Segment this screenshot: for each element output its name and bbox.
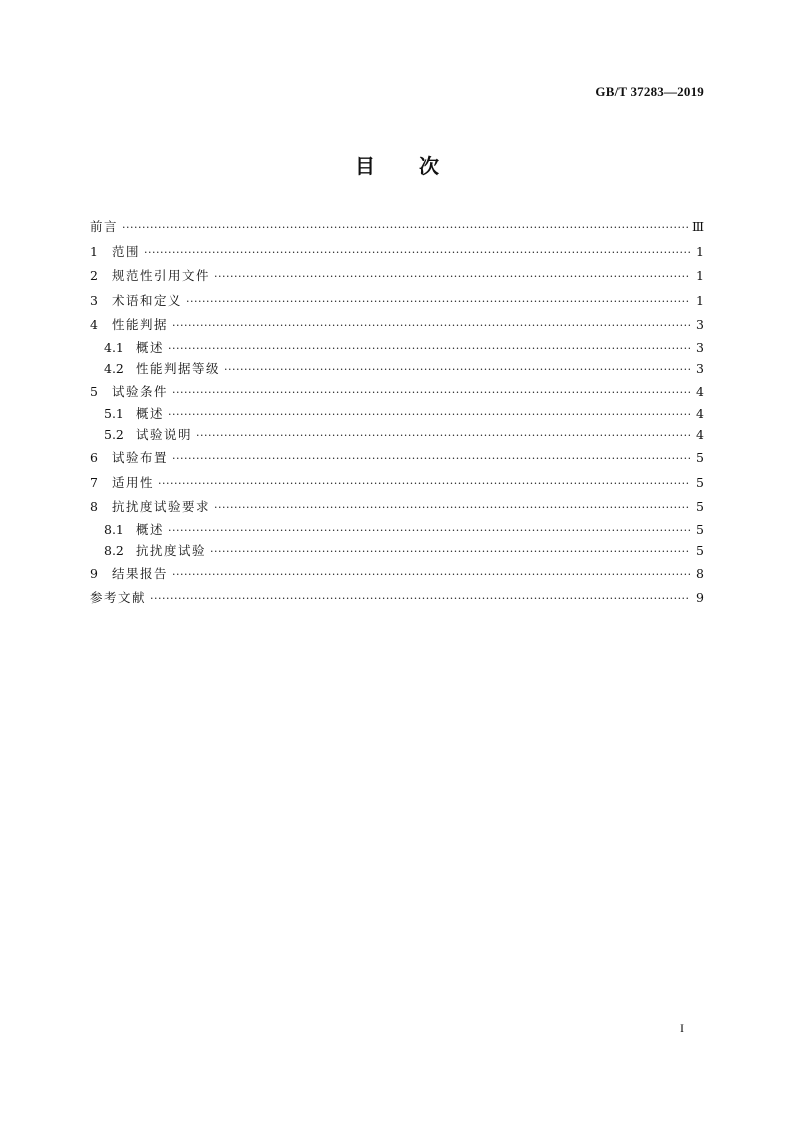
toc-leader-dots — [214, 496, 690, 521]
standard-code: GB/T 37283—2019 — [595, 84, 704, 99]
toc-entry[interactable] — [90, 359, 704, 380]
toc-leader-dots — [210, 542, 690, 563]
toc-entry[interactable] — [90, 338, 704, 359]
toc-entry-label: 试验布置 — [112, 450, 169, 466]
toc-entry[interactable] — [90, 313, 704, 338]
toc-entry-page: 1 — [696, 268, 704, 284]
toc-entry[interactable] — [90, 471, 704, 496]
toc-entry[interactable] — [90, 289, 704, 314]
toc-entry-number: 1 — [90, 243, 98, 259]
toc-entry-number: 2 — [90, 268, 98, 284]
toc-entry-page: 3 — [696, 360, 704, 376]
toc-entry-number: 6 — [90, 450, 98, 466]
toc-entry-label: 术语和定义 — [112, 292, 183, 308]
toc-entry-page: 9 — [696, 590, 704, 606]
toc-entry-page: 1 — [696, 292, 704, 308]
toc-entry-label: 规范性引用文件 — [112, 268, 211, 284]
toc-entry[interactable] — [90, 562, 704, 587]
toc-entry-page: 5 — [696, 542, 704, 558]
toc-entry[interactable] — [90, 520, 704, 541]
toc-leader-dots — [150, 587, 690, 612]
toc-leader-dots — [158, 472, 690, 497]
toc-entry[interactable] — [90, 380, 704, 405]
toc-entry-label: 抗扰度试验要求 — [112, 499, 211, 515]
toc-entry-number: 5.2 — [104, 427, 124, 443]
toc-entry-label: 前言 — [90, 219, 119, 234]
toc-entry-page: Ⅲ — [691, 219, 704, 234]
toc-entry-page: 5 — [696, 521, 704, 537]
toc-entry[interactable] — [90, 264, 704, 289]
toc-leader-dots — [224, 360, 690, 381]
toc-entry[interactable] — [90, 425, 704, 446]
toc-entry[interactable] — [90, 215, 704, 240]
toc-entry-number: 8.2 — [104, 542, 124, 558]
toc-leader-dots — [144, 241, 690, 266]
toc-leader-dots — [168, 521, 690, 542]
toc-leader-dots — [168, 339, 690, 360]
toc-leader-dots — [172, 447, 690, 472]
toc-entry-label: 参考文献 — [90, 590, 147, 606]
toc-leader-dots — [172, 314, 690, 339]
toc-entry-number: 4.1 — [104, 339, 124, 355]
toc-entry[interactable] — [90, 240, 704, 265]
toc-entry-label: 性能判据等级 — [136, 360, 221, 376]
toc-entry-number: 5.1 — [104, 406, 124, 422]
toc-entry-label: 性能判据 — [112, 317, 169, 333]
toc-entry-page: 3 — [696, 317, 704, 333]
toc-entry-label: 结果报告 — [112, 565, 169, 581]
toc-entry-label: 概述 — [136, 406, 165, 422]
toc-entry-page: 1 — [696, 243, 704, 259]
toc-leader-dots — [196, 426, 690, 447]
toc-leader-dots — [172, 563, 690, 588]
toc-entry-label: 概述 — [136, 339, 165, 355]
toc-entry-number: 4 — [90, 317, 98, 333]
toc-entry-number: 9 — [90, 565, 98, 581]
toc-entry[interactable] — [90, 404, 704, 425]
toc-entry-number: 4.2 — [104, 360, 124, 376]
toc-leader-dots — [214, 265, 690, 290]
toc-entry-page: 5 — [696, 474, 704, 490]
toc-entry-page: 8 — [696, 565, 704, 581]
title-char-1: 目 — [355, 154, 375, 178]
toc-entry-label: 抗扰度试验 — [136, 542, 207, 558]
toc-leader-dots — [172, 381, 690, 406]
table-of-contents — [90, 215, 704, 611]
toc-entry-number: 8.1 — [104, 521, 124, 537]
toc-entry-label: 试验条件 — [112, 383, 169, 399]
toc-entry-label: 范围 — [112, 243, 141, 259]
toc-entry-number: 8 — [90, 499, 98, 515]
title-char-2: 次 — [419, 154, 439, 178]
toc-entry-label: 适用性 — [112, 474, 155, 490]
toc-entry-label: 试验说明 — [136, 427, 193, 443]
toc-entry-number: 5 — [90, 383, 98, 399]
toc-entry-page: 5 — [696, 450, 704, 466]
toc-entry-label: 概述 — [136, 521, 165, 537]
page-number: I — [680, 1021, 684, 1035]
toc-entry-page: 4 — [696, 383, 704, 399]
toc-entry-page: 4 — [696, 406, 704, 422]
toc-entry-number: 7 — [90, 474, 98, 490]
toc-entry[interactable] — [90, 586, 704, 611]
toc-leader-dots — [168, 405, 690, 426]
toc-entry[interactable] — [90, 495, 704, 520]
toc-entry[interactable] — [90, 541, 704, 562]
toc-entry-page: 3 — [696, 339, 704, 355]
toc-entry-page: 5 — [696, 499, 704, 515]
toc-entry[interactable] — [90, 446, 704, 471]
toc-entry-page: 4 — [696, 427, 704, 443]
toc-entry-number: 3 — [90, 292, 98, 308]
page-title — [0, 150, 794, 179]
toc-leader-dots — [122, 216, 688, 241]
toc-leader-dots — [186, 290, 690, 315]
